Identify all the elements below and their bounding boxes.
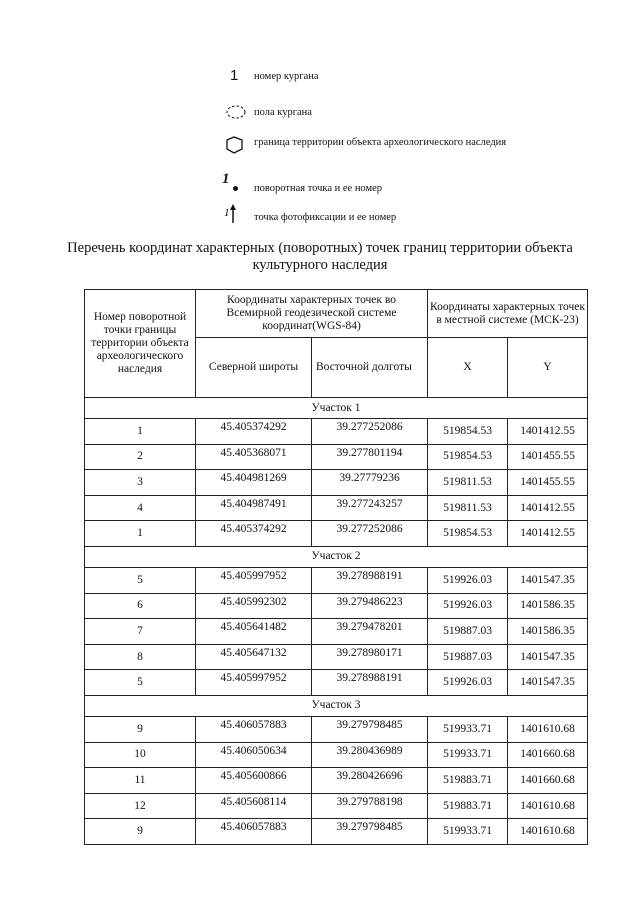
latitude-cell: 45.405374292 <box>196 521 312 547</box>
latitude-cell: 45.405374292 <box>196 419 312 445</box>
point-number-cell: 5 <box>85 670 196 696</box>
table-row <box>85 619 588 645</box>
y-cell: 1401660.68 <box>508 742 588 768</box>
point-number-cell: 3 <box>85 470 196 496</box>
table-row <box>85 670 588 696</box>
digit-one-icon: 1 <box>230 67 239 84</box>
longitude-cell: 39.278988191 <box>312 670 428 696</box>
x-cell: 519883.71 <box>428 768 508 794</box>
legend-text: граница территории объекта археологического наследия <box>254 137 507 148</box>
y-cell: 1401586.35 <box>508 619 588 645</box>
longitude-cell: 39.277252086 <box>312 419 428 445</box>
legend-text: номер кургана <box>254 71 319 82</box>
point-number: 1 <box>222 171 230 187</box>
table-row <box>85 495 588 521</box>
x-cell: 519887.03 <box>428 644 508 670</box>
x-cell: 519883.71 <box>428 793 508 819</box>
table-row <box>85 793 588 819</box>
x-cell: 519854.53 <box>428 521 508 547</box>
latitude-cell: 45.405641482 <box>196 619 312 645</box>
x-cell: 519811.53 <box>428 470 508 496</box>
point-number-cell: 2 <box>85 444 196 470</box>
section-row <box>85 546 588 567</box>
x-cell: 519933.71 <box>428 819 508 845</box>
latitude-cell: 45.405997952 <box>196 670 312 696</box>
table-body <box>85 398 588 845</box>
dot-icon <box>233 186 238 191</box>
latitude-cell: 45.404981269 <box>196 470 312 496</box>
table-row <box>85 768 588 794</box>
latitude-cell: 45.405992302 <box>196 593 312 619</box>
table-row <box>85 521 588 547</box>
y-cell: 1401610.68 <box>508 819 588 845</box>
y-cell: 1401412.55 <box>508 495 588 521</box>
legend-text: поворотная точка и ее номер <box>254 183 383 194</box>
x-cell: 519933.71 <box>428 742 508 768</box>
y-cell: 1401547.35 <box>508 567 588 593</box>
point-number-cell: 1 <box>85 419 196 445</box>
x-cell: 519811.53 <box>428 495 508 521</box>
section-row <box>85 695 588 716</box>
longitude-cell: 39.277243257 <box>312 495 428 521</box>
y-cell: 1401547.35 <box>508 644 588 670</box>
latitude-cell: 45.405608114 <box>196 793 312 819</box>
longitude-cell: 39.277252086 <box>312 521 428 547</box>
legend-text: точка фотофиксации и ее номер <box>254 212 397 223</box>
header-longitude: Восточной долготы <box>312 338 428 398</box>
hexagon-icon <box>226 134 250 158</box>
dashed-ellipse-icon <box>226 100 250 124</box>
y-cell: 1401547.35 <box>508 670 588 696</box>
header-msk23: Координаты характерных точек в местной системе (МСК-23) <box>428 290 588 338</box>
table-row <box>85 470 588 496</box>
table-row <box>85 567 588 593</box>
longitude-cell: 39.279798485 <box>312 819 428 845</box>
latitude-cell: 45.406050634 <box>196 742 312 768</box>
x-cell: 519926.03 <box>428 670 508 696</box>
x-cell: 519926.03 <box>428 593 508 619</box>
latitude-cell: 45.406057883 <box>196 716 312 742</box>
longitude-cell: 39.279486223 <box>312 593 428 619</box>
table-row <box>85 644 588 670</box>
longitude-cell: 39.278980171 <box>312 644 428 670</box>
table-row <box>85 819 588 845</box>
longitude-cell: 39.278988191 <box>312 567 428 593</box>
coordinates-table <box>84 289 588 845</box>
x-cell: 519887.03 <box>428 619 508 645</box>
photo-arrow-icon <box>224 203 248 227</box>
legend-text: пола кургана <box>254 107 312 118</box>
header-wgs84: Координаты характерных точек во Всемирной геодезической системе координат(WGS-84) <box>196 290 428 338</box>
point-number-cell: 4 <box>85 495 196 521</box>
longitude-cell: 39.280436989 <box>312 742 428 768</box>
point-number-cell: 11 <box>85 768 196 794</box>
longitude-cell: 39.279798485 <box>312 716 428 742</box>
table-row <box>85 419 588 445</box>
latitude-cell: 45.405368071 <box>196 444 312 470</box>
numbered-dot-icon <box>222 172 246 196</box>
x-cell: 519933.71 <box>428 716 508 742</box>
latitude-cell: 45.406057883 <box>196 819 312 845</box>
table-row <box>85 444 588 470</box>
point-number-cell: 7 <box>85 619 196 645</box>
point-number-cell: 1 <box>85 521 196 547</box>
point-number-cell: 12 <box>85 793 196 819</box>
y-cell: 1401610.68 <box>508 716 588 742</box>
header-x: X <box>428 338 508 398</box>
x-cell: 519854.53 <box>428 419 508 445</box>
table-row <box>85 742 588 768</box>
table-row <box>85 593 588 619</box>
point-number-cell: 8 <box>85 644 196 670</box>
page-title: Перечень координат характерных (поворотных) точек границ территории объекта культурного наследия <box>67 240 573 273</box>
table-row <box>85 716 588 742</box>
y-cell: 1401412.55 <box>508 521 588 547</box>
latitude-cell: 45.404987491 <box>196 495 312 521</box>
point-number-cell: 10 <box>85 742 196 768</box>
longitude-cell: 39.279788198 <box>312 793 428 819</box>
section-title: Участок 1 <box>85 398 588 419</box>
y-cell: 1401660.68 <box>508 768 588 794</box>
header-latitude: Северной широты <box>196 338 312 398</box>
arrow-icon <box>228 203 238 225</box>
latitude-cell: 45.405647132 <box>196 644 312 670</box>
section-row <box>85 398 588 419</box>
x-cell: 519854.53 <box>428 444 508 470</box>
header-y: Y <box>508 338 588 398</box>
y-cell: 1401455.55 <box>508 470 588 496</box>
longitude-cell: 39.280426696 <box>312 768 428 794</box>
longitude-cell: 39.279478201 <box>312 619 428 645</box>
latitude-cell: 45.405600866 <box>196 768 312 794</box>
y-cell: 1401586.35 <box>508 593 588 619</box>
table-header <box>85 290 588 398</box>
section-title: Участок 2 <box>85 546 588 567</box>
y-cell: 1401412.55 <box>508 419 588 445</box>
header-point-number: Номер поворотной точки границы территории объекта археологического наследия <box>85 290 196 398</box>
longitude-cell: 39.277801194 <box>312 444 428 470</box>
photo-point-number: 1 <box>224 207 230 219</box>
longitude-cell: 39.27779236 <box>312 470 428 496</box>
point-number-cell: 9 <box>85 819 196 845</box>
y-cell: 1401610.68 <box>508 793 588 819</box>
x-cell: 519926.03 <box>428 567 508 593</box>
point-number-cell: 6 <box>85 593 196 619</box>
point-number-cell: 5 <box>85 567 196 593</box>
point-number-cell: 9 <box>85 716 196 742</box>
section-title: Участок 3 <box>85 695 588 716</box>
y-cell: 1401455.55 <box>508 444 588 470</box>
latitude-cell: 45.405997952 <box>196 567 312 593</box>
